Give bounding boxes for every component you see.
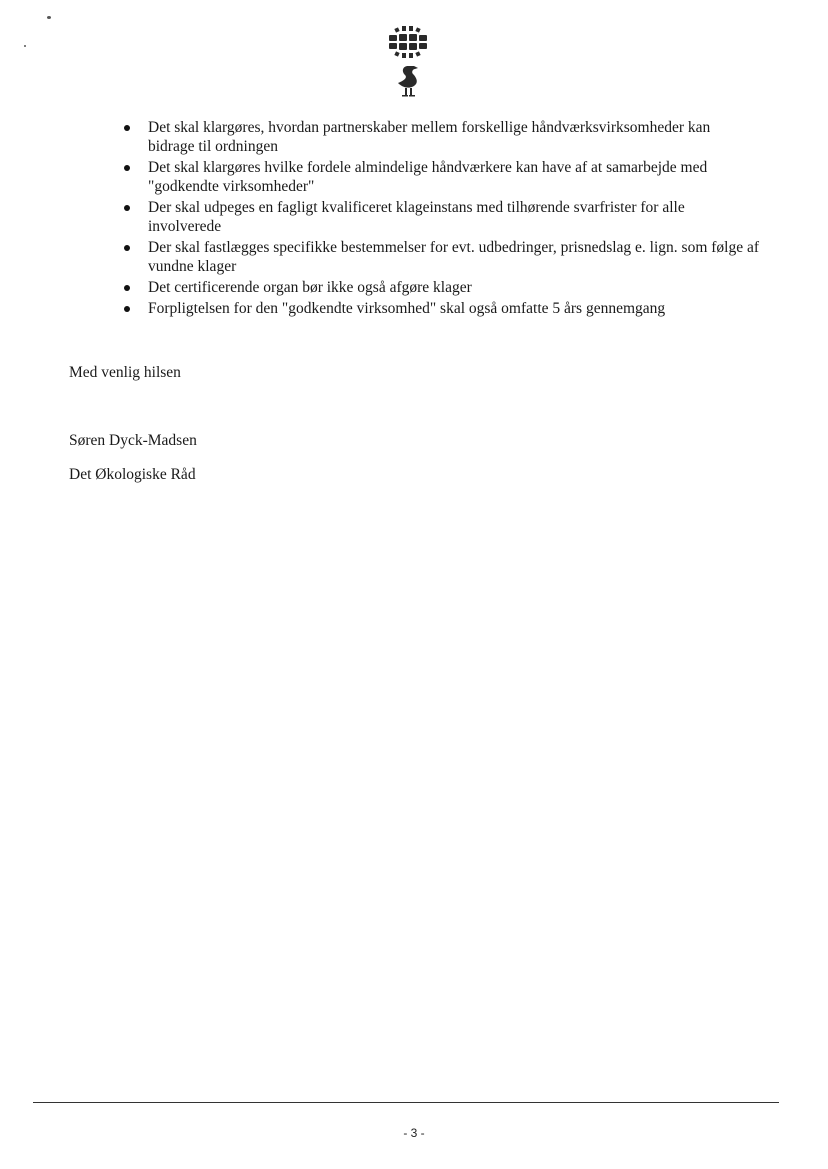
- list-item: [120, 238, 760, 276]
- requirement-text: Der skal udpeges en fagligt kvalificeret klageinstans med tilhørende svarfrister for alle involverede: [148, 199, 685, 235]
- requirement-text: Det certificerende organ bør ikke også afgøre klager: [148, 279, 472, 296]
- scan-speck: [24, 45, 26, 47]
- bullet-icon: [124, 285, 130, 291]
- signer-name: Søren Dyck-Madsen: [69, 432, 197, 449]
- bullet-icon: [124, 205, 130, 211]
- scan-speck: [47, 16, 51, 19]
- bullet-icon: [124, 165, 130, 171]
- globe-bird-logo-icon: [386, 26, 430, 100]
- bullet-icon: [124, 245, 130, 251]
- signer-organization: Det Økologiske Råd: [69, 466, 196, 483]
- list-item: [120, 118, 760, 156]
- requirement-text: Det skal klargøres, hvordan partnerskaber mellem forskellige håndværksvirksomheder kan bidrage til ordningen: [148, 119, 711, 155]
- closing-greeting: Med venlig hilsen: [69, 364, 181, 381]
- page-number: - 3 -: [403, 1126, 425, 1140]
- requirement-text: Forpligtelsen for den "godkendte virksomhed" skal også omfatte 5 års gennemgang: [148, 300, 666, 317]
- bullet-icon: [124, 306, 130, 312]
- footer-divider: [33, 1102, 779, 1103]
- requirement-text: Der skal fastlægges specifikke bestemmelser for evt. udbedringer, prisnedslag e. lign. som følge af vundne klager: [148, 239, 760, 275]
- requirements-list: [120, 118, 760, 320]
- requirement-text: Det skal klargøres hvilke fordele almindelige håndværkere kan have af at samarbejde med "godkendte virksomheder": [148, 159, 708, 195]
- bullet-icon: [124, 125, 130, 131]
- list-item: [120, 278, 760, 297]
- list-item: [120, 299, 760, 318]
- list-item: [120, 158, 760, 196]
- list-item: [120, 198, 760, 236]
